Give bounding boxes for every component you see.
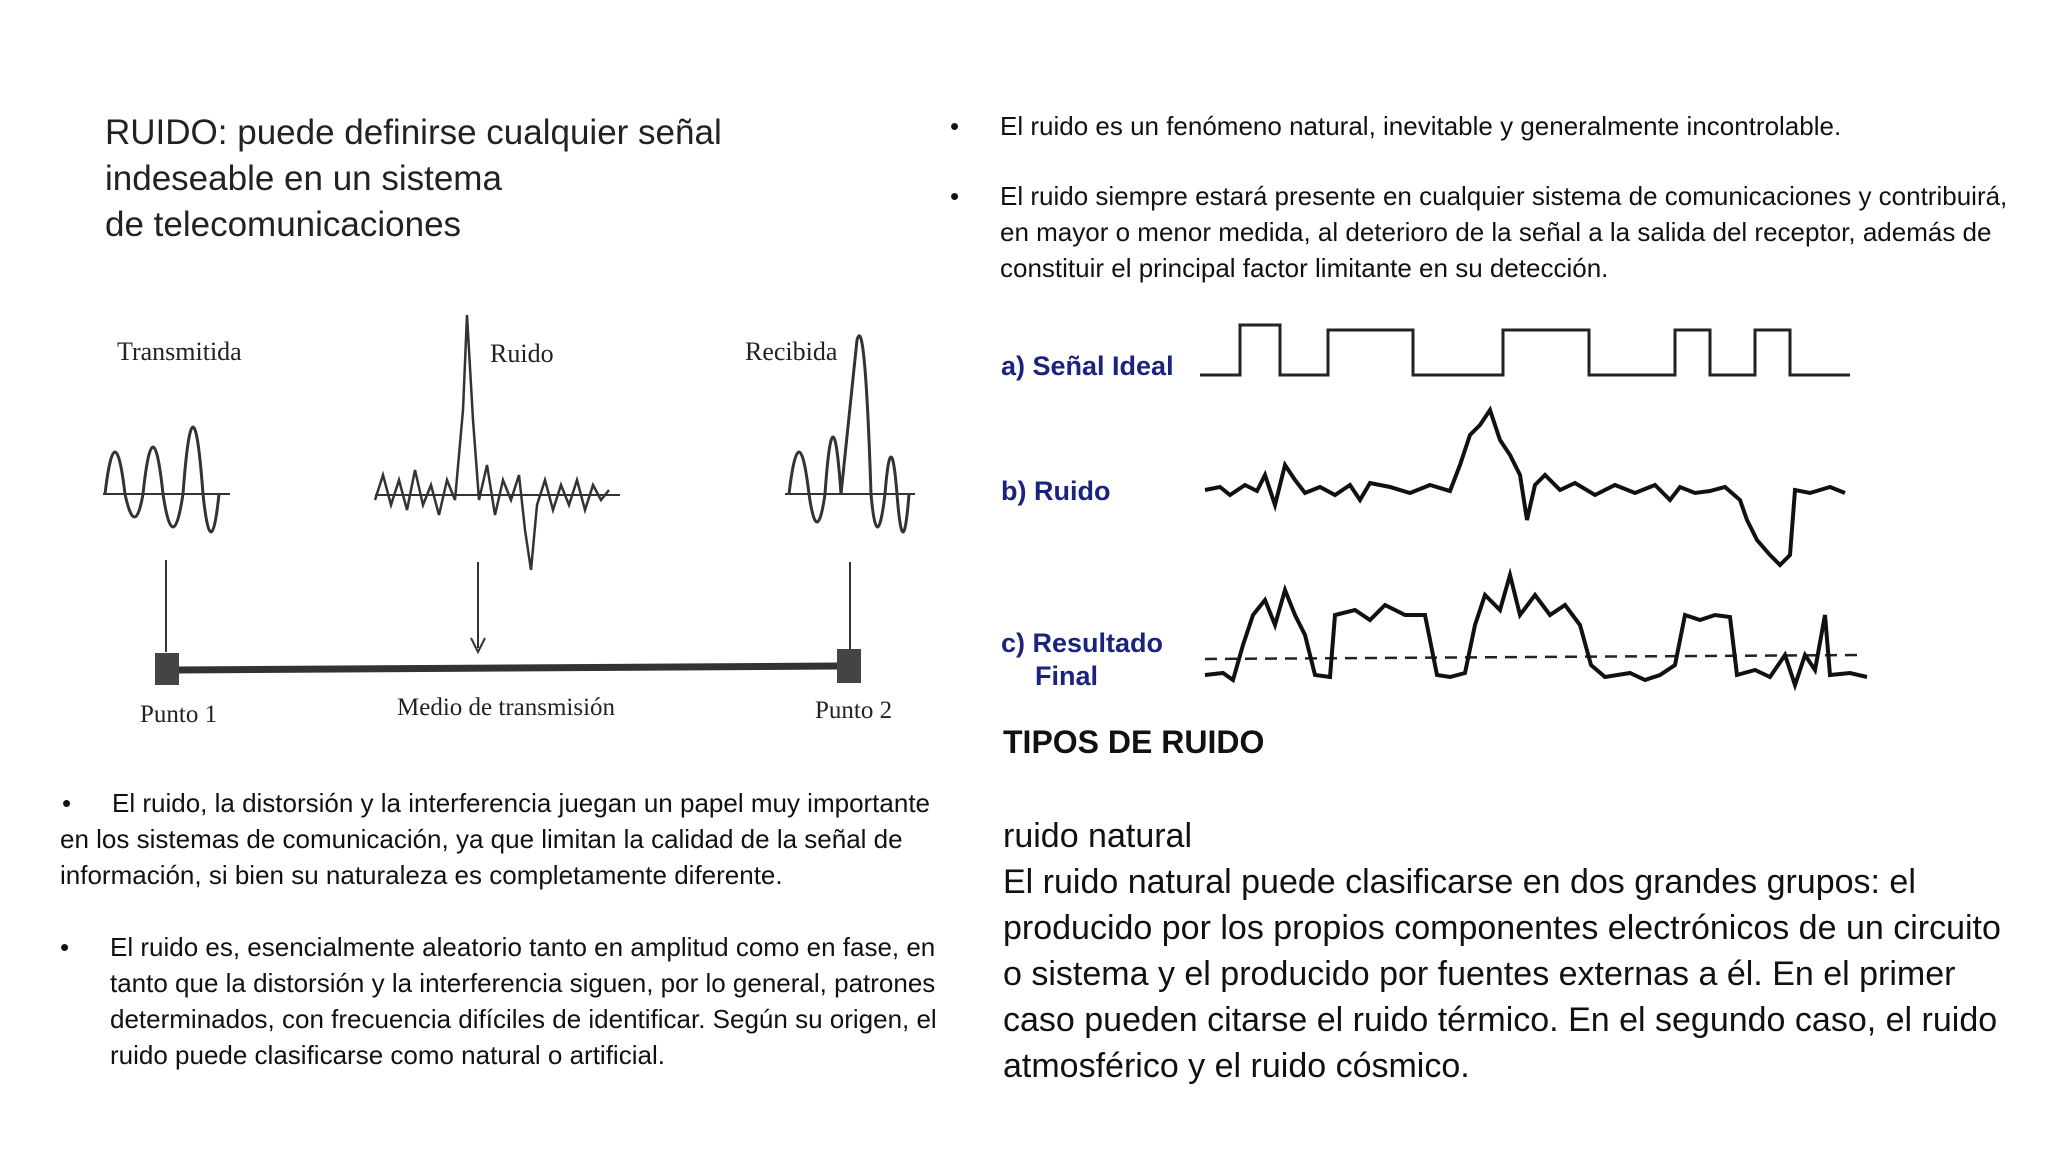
label-transmitida: Transmitida [117,337,242,366]
natural-body: El ruido natural puede clasificarse en dos grandes grupos: el producido por los propios componentes electrónicos de un circuito o sistema y el producido por fuentes externas a él. En el primer caso pueden citarse el ruido térmico. En el segundo caso, el ruido atmosférico y el ruido cósmico. [1003,863,2001,1085]
bullet-item [950,178,2010,286]
bullet-item [60,929,960,1073]
label-punto2: Punto 2 [815,697,893,724]
noise-wave-b [1205,410,1845,565]
tipos-heading: TIPOS DE RUIDO [1003,724,1265,760]
bullet-item [60,785,960,893]
noise-waveform-figure [995,315,1895,725]
ideal-signal-wave [1200,325,1850,375]
transmitted-wave [105,427,219,532]
bullet-text: El ruido es, esencialmente aleatorio tanto en amplitud como en fase, en tanto que la distorsión y la interferencia siguen, por lo general, patrones determinados, con frecuencia difíciles de identificar. Según su origen, el ruido puede clasificarse como natural o artificial. [110,932,937,1070]
bullet-dot: • [950,181,960,211]
result-wave-c [1205,575,1867,685]
right-bullet-list [950,108,2010,320]
threshold-line [1205,655,1860,659]
label-medio: Medio de transmisión [397,694,616,721]
bullet-dot: • [60,932,70,962]
left-bullet-list [60,785,960,1107]
label-resultado: c) Resultado [1001,628,1164,658]
bullet-dot: • [950,111,960,141]
punto1-block [155,653,179,685]
bullet-text: El ruido, la distorsión y la interferencia juegan un papel muy importante en los sistemas de comunicación, ya que limitan la calidad de la señal de información, si bien su naturaleza es completamente diferente. [60,788,931,890]
punto2-block [837,649,861,683]
slide-title [105,110,925,248]
label-ruido: Ruido [490,339,554,368]
label-final: Final [1035,661,1099,691]
bullet-text: El ruido siempre estará presente en cualquier sistema de comunicaciones y contribuirá, en mayor o menor medida, al deterioro de la señal a la salida del receptor, además de constituir el principal factor limitante en su detección. [1000,181,2008,283]
bullet-dot: • [62,788,72,818]
title-line-3: de telecomunicaciones [105,205,462,244]
title-line-2: indeseable en un sistema [105,159,502,198]
transmission-diagram [95,300,935,740]
bullet-item [950,108,2010,144]
bullet-text: El ruido es un fenómeno natural, inevitable y generalmente incontrolable. [1000,111,1842,141]
label-punto1: Punto 1 [140,701,218,728]
title-line-1: RUIDO: puede definirse cualquier señal [105,113,722,152]
medium-line [179,666,837,670]
label-ruido-b: b) Ruido [1001,476,1111,506]
natural-noise-section [1003,813,2003,1089]
label-recibida: Recibida [745,337,838,366]
natural-subtitle: ruido natural [1003,817,1193,855]
label-senal-ideal: a) Señal Ideal [1001,351,1174,381]
